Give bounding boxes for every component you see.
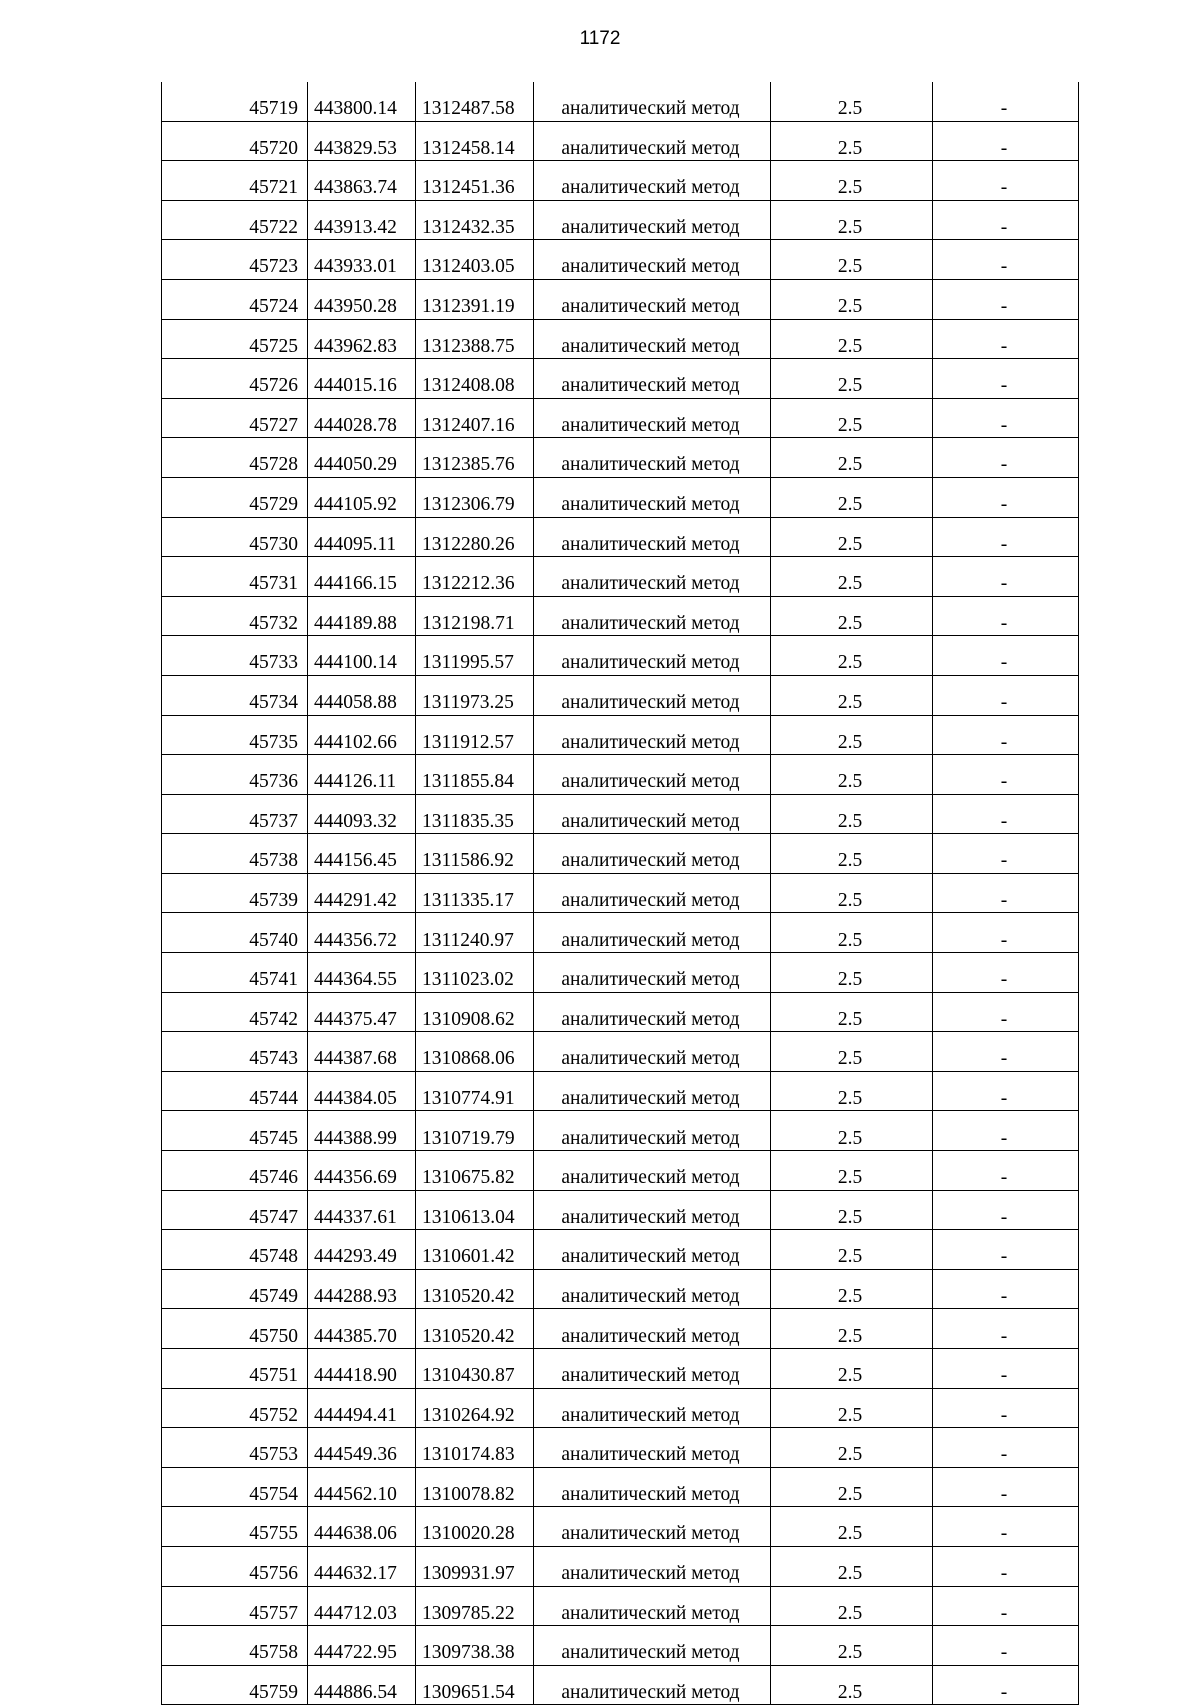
method-cell: аналитический метод xyxy=(534,240,771,280)
note-cell: - xyxy=(933,1071,1079,1111)
x-coordinate-cell: 444291.42 xyxy=(308,873,416,913)
note-cell: - xyxy=(933,755,1079,795)
x-coordinate-cell: 444385.70 xyxy=(308,1309,416,1349)
y-coordinate-cell: 1312280.26 xyxy=(416,517,534,557)
method-cell: аналитический метод xyxy=(534,1071,771,1111)
y-coordinate-cell: 1312388.75 xyxy=(416,319,534,359)
point-number-cell: 45737 xyxy=(162,794,308,834)
table-row xyxy=(162,240,1079,280)
x-coordinate-cell: 444722.95 xyxy=(308,1626,416,1666)
accuracy-cell: 2.5 xyxy=(771,1626,933,1666)
coordinates-table-body xyxy=(162,82,1079,1705)
point-number-cell: 45727 xyxy=(162,398,308,438)
table-row xyxy=(162,1032,1079,1072)
x-coordinate-cell: 443913.42 xyxy=(308,200,416,240)
point-number-cell: 45754 xyxy=(162,1467,308,1507)
point-number-cell: 45745 xyxy=(162,1111,308,1151)
accuracy-cell: 2.5 xyxy=(771,1309,933,1349)
table-row xyxy=(162,1349,1079,1389)
table-row xyxy=(162,1507,1079,1547)
point-number-cell: 45723 xyxy=(162,240,308,280)
point-number-cell: 45755 xyxy=(162,1507,308,1547)
y-coordinate-cell: 1310174.83 xyxy=(416,1428,534,1468)
point-number-cell: 45721 xyxy=(162,161,308,201)
table-row xyxy=(162,161,1079,201)
y-coordinate-cell: 1310719.79 xyxy=(416,1111,534,1151)
y-coordinate-cell: 1311912.57 xyxy=(416,715,534,755)
method-cell: аналитический метод xyxy=(534,557,771,597)
method-cell: аналитический метод xyxy=(534,359,771,399)
x-coordinate-cell: 444093.32 xyxy=(308,794,416,834)
y-coordinate-cell: 1310520.42 xyxy=(416,1309,534,1349)
method-cell: аналитический метод xyxy=(534,953,771,993)
y-coordinate-cell: 1309931.97 xyxy=(416,1546,534,1586)
table-row xyxy=(162,834,1079,874)
method-cell: аналитический метод xyxy=(534,1151,771,1191)
note-cell: - xyxy=(933,913,1079,953)
accuracy-cell: 2.5 xyxy=(771,873,933,913)
note-cell: - xyxy=(933,517,1079,557)
table-row xyxy=(162,1190,1079,1230)
accuracy-cell: 2.5 xyxy=(771,121,933,161)
x-coordinate-cell: 444387.68 xyxy=(308,1032,416,1072)
point-number-cell: 45741 xyxy=(162,953,308,993)
note-cell: - xyxy=(933,953,1079,993)
accuracy-cell: 2.5 xyxy=(771,1546,933,1586)
table-row xyxy=(162,873,1079,913)
note-cell: - xyxy=(933,675,1079,715)
method-cell: аналитический метод xyxy=(534,715,771,755)
y-coordinate-cell: 1311335.17 xyxy=(416,873,534,913)
method-cell: аналитический метод xyxy=(534,438,771,478)
y-coordinate-cell: 1312306.79 xyxy=(416,477,534,517)
accuracy-cell: 2.5 xyxy=(771,557,933,597)
table-row xyxy=(162,1111,1079,1151)
accuracy-cell: 2.5 xyxy=(771,794,933,834)
note-cell: - xyxy=(933,398,1079,438)
note-cell: - xyxy=(933,1467,1079,1507)
note-cell: - xyxy=(933,557,1079,597)
method-cell: аналитический метод xyxy=(534,200,771,240)
accuracy-cell: 2.5 xyxy=(771,1586,933,1626)
table-row xyxy=(162,82,1079,121)
x-coordinate-cell: 444105.92 xyxy=(308,477,416,517)
method-cell: аналитический метод xyxy=(534,82,771,121)
method-cell: аналитический метод xyxy=(534,161,771,201)
table-row xyxy=(162,755,1079,795)
note-cell: - xyxy=(933,1546,1079,1586)
accuracy-cell: 2.5 xyxy=(771,1349,933,1389)
y-coordinate-cell: 1310774.91 xyxy=(416,1071,534,1111)
method-cell: аналитический метод xyxy=(534,755,771,795)
point-number-cell: 45725 xyxy=(162,319,308,359)
point-number-cell: 45730 xyxy=(162,517,308,557)
method-cell: аналитический метод xyxy=(534,1269,771,1309)
table-row xyxy=(162,596,1079,636)
y-coordinate-cell: 1311835.35 xyxy=(416,794,534,834)
note-cell: - xyxy=(933,1190,1079,1230)
table-row xyxy=(162,1071,1079,1111)
y-coordinate-cell: 1309651.54 xyxy=(416,1665,534,1705)
note-cell: - xyxy=(933,438,1079,478)
x-coordinate-cell: 444418.90 xyxy=(308,1349,416,1389)
accuracy-cell: 2.5 xyxy=(771,715,933,755)
y-coordinate-cell: 1312451.36 xyxy=(416,161,534,201)
note-cell: - xyxy=(933,1626,1079,1666)
method-cell: аналитический метод xyxy=(534,873,771,913)
method-cell: аналитический метод xyxy=(534,1507,771,1547)
accuracy-cell: 2.5 xyxy=(771,161,933,201)
point-number-cell: 45751 xyxy=(162,1349,308,1389)
x-coordinate-cell: 444384.05 xyxy=(308,1071,416,1111)
point-number-cell: 45750 xyxy=(162,1309,308,1349)
y-coordinate-cell: 1311973.25 xyxy=(416,675,534,715)
accuracy-cell: 2.5 xyxy=(771,1665,933,1705)
table-row xyxy=(162,200,1079,240)
method-cell: аналитический метод xyxy=(534,1665,771,1705)
accuracy-cell: 2.5 xyxy=(771,1507,933,1547)
table-row xyxy=(162,1665,1079,1705)
accuracy-cell: 2.5 xyxy=(771,477,933,517)
page-number: 1172 xyxy=(579,28,621,49)
x-coordinate-cell: 444886.54 xyxy=(308,1665,416,1705)
method-cell: аналитический метод xyxy=(534,794,771,834)
point-number-cell: 45748 xyxy=(162,1230,308,1270)
point-number-cell: 45724 xyxy=(162,279,308,319)
point-number-cell: 45733 xyxy=(162,636,308,676)
method-cell: аналитический метод xyxy=(534,121,771,161)
table-row xyxy=(162,675,1079,715)
table-row xyxy=(162,992,1079,1032)
note-cell: - xyxy=(933,1349,1079,1389)
point-number-cell: 45744 xyxy=(162,1071,308,1111)
method-cell: аналитический метод xyxy=(534,1626,771,1666)
note-cell: - xyxy=(933,1665,1079,1705)
note-cell: - xyxy=(933,596,1079,636)
note-cell: - xyxy=(933,1269,1079,1309)
x-coordinate-cell: 444028.78 xyxy=(308,398,416,438)
x-coordinate-cell: 443829.53 xyxy=(308,121,416,161)
method-cell: аналитический метод xyxy=(534,1111,771,1151)
y-coordinate-cell: 1312198.71 xyxy=(416,596,534,636)
y-coordinate-cell: 1310520.42 xyxy=(416,1269,534,1309)
x-coordinate-cell: 444050.29 xyxy=(308,438,416,478)
accuracy-cell: 2.5 xyxy=(771,834,933,874)
y-coordinate-cell: 1310078.82 xyxy=(416,1467,534,1507)
note-cell: - xyxy=(933,636,1079,676)
y-coordinate-cell: 1312403.05 xyxy=(416,240,534,280)
table-row xyxy=(162,1546,1079,1586)
note-cell: - xyxy=(933,1507,1079,1547)
y-coordinate-cell: 1310675.82 xyxy=(416,1151,534,1191)
accuracy-cell: 2.5 xyxy=(771,913,933,953)
coordinates-table xyxy=(161,82,1079,1705)
x-coordinate-cell: 444102.66 xyxy=(308,715,416,755)
point-number-cell: 45719 xyxy=(162,82,308,121)
point-number-cell: 45740 xyxy=(162,913,308,953)
method-cell: аналитический метод xyxy=(534,834,771,874)
method-cell: аналитический метод xyxy=(534,1190,771,1230)
x-coordinate-cell: 444356.72 xyxy=(308,913,416,953)
x-coordinate-cell: 444638.06 xyxy=(308,1507,416,1547)
table-row xyxy=(162,557,1079,597)
x-coordinate-cell: 444015.16 xyxy=(308,359,416,399)
y-coordinate-cell: 1310264.92 xyxy=(416,1388,534,1428)
x-coordinate-cell: 444095.11 xyxy=(308,517,416,557)
y-coordinate-cell: 1311023.02 xyxy=(416,953,534,993)
table-row xyxy=(162,359,1079,399)
x-coordinate-cell: 444293.49 xyxy=(308,1230,416,1270)
x-coordinate-cell: 444494.41 xyxy=(308,1388,416,1428)
y-coordinate-cell: 1312408.08 xyxy=(416,359,534,399)
method-cell: аналитический метод xyxy=(534,1349,771,1389)
point-number-cell: 45756 xyxy=(162,1546,308,1586)
accuracy-cell: 2.5 xyxy=(771,1428,933,1468)
table-row xyxy=(162,517,1079,557)
y-coordinate-cell: 1310868.06 xyxy=(416,1032,534,1072)
table-row xyxy=(162,1230,1079,1270)
note-cell: - xyxy=(933,477,1079,517)
point-number-cell: 45759 xyxy=(162,1665,308,1705)
note-cell: - xyxy=(933,82,1079,121)
method-cell: аналитический метод xyxy=(534,1586,771,1626)
table-row xyxy=(162,398,1079,438)
accuracy-cell: 2.5 xyxy=(771,675,933,715)
accuracy-cell: 2.5 xyxy=(771,240,933,280)
table-row xyxy=(162,1428,1079,1468)
y-coordinate-cell: 1311855.84 xyxy=(416,755,534,795)
accuracy-cell: 2.5 xyxy=(771,1269,933,1309)
y-coordinate-cell: 1312385.76 xyxy=(416,438,534,478)
x-coordinate-cell: 444126.11 xyxy=(308,755,416,795)
method-cell: аналитический метод xyxy=(534,1032,771,1072)
x-coordinate-cell: 444189.88 xyxy=(308,596,416,636)
point-number-cell: 45758 xyxy=(162,1626,308,1666)
point-number-cell: 45742 xyxy=(162,992,308,1032)
table-row xyxy=(162,1151,1079,1191)
accuracy-cell: 2.5 xyxy=(771,1111,933,1151)
y-coordinate-cell: 1310430.87 xyxy=(416,1349,534,1389)
table-row xyxy=(162,1467,1079,1507)
x-coordinate-cell: 444364.55 xyxy=(308,953,416,993)
y-coordinate-cell: 1312487.58 xyxy=(416,82,534,121)
note-cell: - xyxy=(933,992,1079,1032)
point-number-cell: 45749 xyxy=(162,1269,308,1309)
table-row xyxy=(162,636,1079,676)
note-cell: - xyxy=(933,715,1079,755)
point-number-cell: 45753 xyxy=(162,1428,308,1468)
point-number-cell: 45747 xyxy=(162,1190,308,1230)
note-cell: - xyxy=(933,834,1079,874)
method-cell: аналитический метод xyxy=(534,319,771,359)
method-cell: аналитический метод xyxy=(534,1546,771,1586)
note-cell: - xyxy=(933,319,1079,359)
note-cell: - xyxy=(933,1230,1079,1270)
note-cell: - xyxy=(933,240,1079,280)
point-number-cell: 45752 xyxy=(162,1388,308,1428)
accuracy-cell: 2.5 xyxy=(771,1071,933,1111)
note-cell: - xyxy=(933,200,1079,240)
point-number-cell: 45743 xyxy=(162,1032,308,1072)
point-number-cell: 45732 xyxy=(162,596,308,636)
note-cell: - xyxy=(933,873,1079,913)
x-coordinate-cell: 444156.45 xyxy=(308,834,416,874)
accuracy-cell: 2.5 xyxy=(771,755,933,795)
y-coordinate-cell: 1312407.16 xyxy=(416,398,534,438)
y-coordinate-cell: 1311240.97 xyxy=(416,913,534,953)
point-number-cell: 45739 xyxy=(162,873,308,913)
note-cell: - xyxy=(933,161,1079,201)
accuracy-cell: 2.5 xyxy=(771,438,933,478)
method-cell: аналитический метод xyxy=(534,517,771,557)
accuracy-cell: 2.5 xyxy=(771,636,933,676)
x-coordinate-cell: 443863.74 xyxy=(308,161,416,201)
method-cell: аналитический метод xyxy=(534,636,771,676)
table-row xyxy=(162,1309,1079,1349)
method-cell: аналитический метод xyxy=(534,913,771,953)
point-number-cell: 45746 xyxy=(162,1151,308,1191)
y-coordinate-cell: 1311586.92 xyxy=(416,834,534,874)
x-coordinate-cell: 444356.69 xyxy=(308,1151,416,1191)
x-coordinate-cell: 444337.61 xyxy=(308,1190,416,1230)
x-coordinate-cell: 443950.28 xyxy=(308,279,416,319)
y-coordinate-cell: 1312391.19 xyxy=(416,279,534,319)
table-row xyxy=(162,121,1079,161)
method-cell: аналитический метод xyxy=(534,1428,771,1468)
method-cell: аналитический метод xyxy=(534,992,771,1032)
table-row xyxy=(162,715,1079,755)
accuracy-cell: 2.5 xyxy=(771,1032,933,1072)
y-coordinate-cell: 1311995.57 xyxy=(416,636,534,676)
y-coordinate-cell: 1310601.42 xyxy=(416,1230,534,1270)
x-coordinate-cell: 444562.10 xyxy=(308,1467,416,1507)
table-row xyxy=(162,477,1079,517)
accuracy-cell: 2.5 xyxy=(771,1230,933,1270)
note-cell: - xyxy=(933,1309,1079,1349)
note-cell: - xyxy=(933,121,1079,161)
y-coordinate-cell: 1310020.28 xyxy=(416,1507,534,1547)
method-cell: аналитический метод xyxy=(534,596,771,636)
y-coordinate-cell: 1310908.62 xyxy=(416,992,534,1032)
accuracy-cell: 2.5 xyxy=(771,1151,933,1191)
x-coordinate-cell: 444375.47 xyxy=(308,992,416,1032)
table-row xyxy=(162,1586,1079,1626)
accuracy-cell: 2.5 xyxy=(771,398,933,438)
x-coordinate-cell: 444100.14 xyxy=(308,636,416,676)
accuracy-cell: 2.5 xyxy=(771,1388,933,1428)
table-row xyxy=(162,1269,1079,1309)
point-number-cell: 45731 xyxy=(162,557,308,597)
point-number-cell: 45726 xyxy=(162,359,308,399)
table-row xyxy=(162,438,1079,478)
method-cell: аналитический метод xyxy=(534,1309,771,1349)
accuracy-cell: 2.5 xyxy=(771,200,933,240)
point-number-cell: 45735 xyxy=(162,715,308,755)
x-coordinate-cell: 443962.83 xyxy=(308,319,416,359)
note-cell: - xyxy=(933,1151,1079,1191)
method-cell: аналитический метод xyxy=(534,398,771,438)
method-cell: аналитический метод xyxy=(534,675,771,715)
point-number-cell: 45736 xyxy=(162,755,308,795)
y-coordinate-cell: 1309785.22 xyxy=(416,1586,534,1626)
accuracy-cell: 2.5 xyxy=(771,1467,933,1507)
method-cell: аналитический метод xyxy=(534,477,771,517)
point-number-cell: 45728 xyxy=(162,438,308,478)
x-coordinate-cell: 444632.17 xyxy=(308,1546,416,1586)
table-row xyxy=(162,319,1079,359)
note-cell: - xyxy=(933,1032,1079,1072)
y-coordinate-cell: 1309738.38 xyxy=(416,1626,534,1666)
table-row xyxy=(162,794,1079,834)
x-coordinate-cell: 444712.03 xyxy=(308,1586,416,1626)
accuracy-cell: 2.5 xyxy=(771,319,933,359)
x-coordinate-cell: 444288.93 xyxy=(308,1269,416,1309)
x-coordinate-cell: 443800.14 xyxy=(308,82,416,121)
point-number-cell: 45738 xyxy=(162,834,308,874)
point-number-cell: 45734 xyxy=(162,675,308,715)
method-cell: аналитический метод xyxy=(534,279,771,319)
y-coordinate-cell: 1312432.35 xyxy=(416,200,534,240)
point-number-cell: 45722 xyxy=(162,200,308,240)
x-coordinate-cell: 444166.15 xyxy=(308,557,416,597)
note-cell: - xyxy=(933,1428,1079,1468)
y-coordinate-cell: 1312212.36 xyxy=(416,557,534,597)
y-coordinate-cell: 1310613.04 xyxy=(416,1190,534,1230)
method-cell: аналитический метод xyxy=(534,1230,771,1270)
point-number-cell: 45720 xyxy=(162,121,308,161)
point-number-cell: 45757 xyxy=(162,1586,308,1626)
x-coordinate-cell: 444549.36 xyxy=(308,1428,416,1468)
method-cell: аналитический метод xyxy=(534,1467,771,1507)
accuracy-cell: 2.5 xyxy=(771,82,933,121)
x-coordinate-cell: 444058.88 xyxy=(308,675,416,715)
accuracy-cell: 2.5 xyxy=(771,517,933,557)
note-cell: - xyxy=(933,279,1079,319)
note-cell: - xyxy=(933,1111,1079,1151)
note-cell: - xyxy=(933,794,1079,834)
x-coordinate-cell: 444388.99 xyxy=(308,1111,416,1151)
accuracy-cell: 2.5 xyxy=(771,953,933,993)
table-row xyxy=(162,953,1079,993)
note-cell: - xyxy=(933,1388,1079,1428)
table-row xyxy=(162,279,1079,319)
note-cell: - xyxy=(933,359,1079,399)
y-coordinate-cell: 1312458.14 xyxy=(416,121,534,161)
accuracy-cell: 2.5 xyxy=(771,359,933,399)
point-number-cell: 45729 xyxy=(162,477,308,517)
accuracy-cell: 2.5 xyxy=(771,279,933,319)
note-cell: - xyxy=(933,1586,1079,1626)
accuracy-cell: 2.5 xyxy=(771,992,933,1032)
accuracy-cell: 2.5 xyxy=(771,1190,933,1230)
table-row xyxy=(162,1626,1079,1666)
table-row xyxy=(162,1388,1079,1428)
method-cell: аналитический метод xyxy=(534,1388,771,1428)
table-row xyxy=(162,913,1079,953)
x-coordinate-cell: 443933.01 xyxy=(308,240,416,280)
accuracy-cell: 2.5 xyxy=(771,596,933,636)
